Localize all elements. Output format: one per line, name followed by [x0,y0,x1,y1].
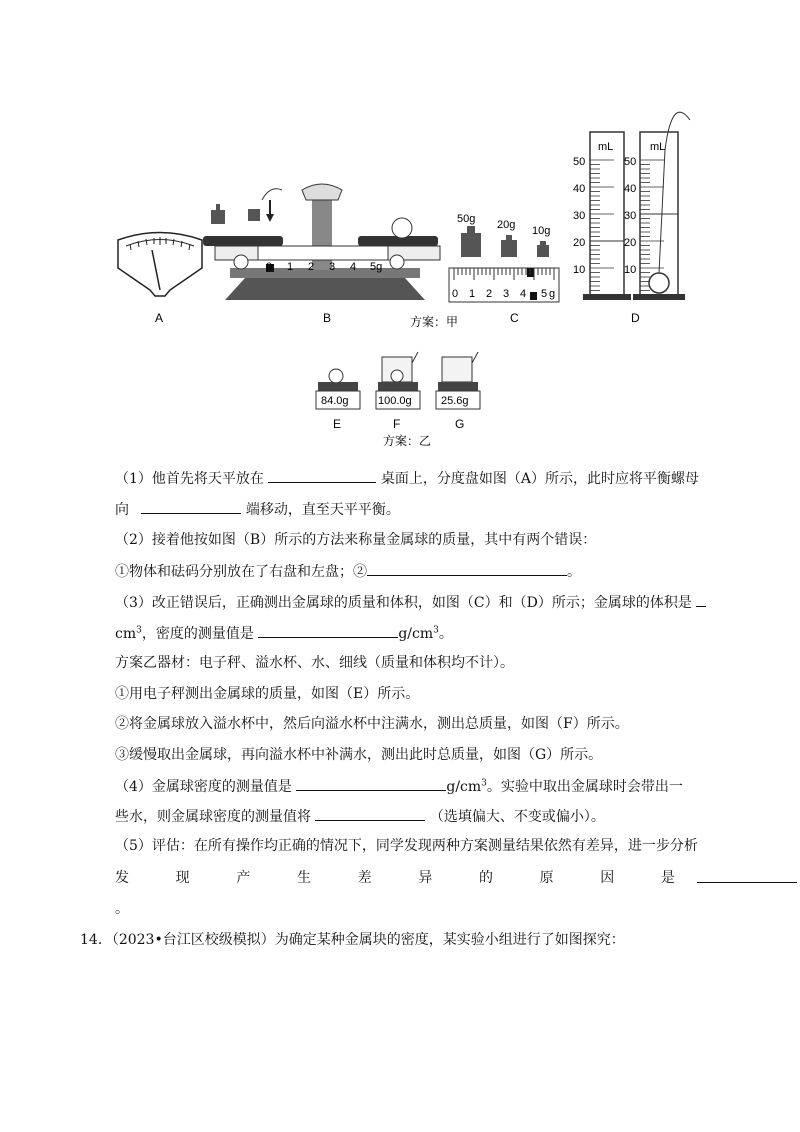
q1-text-c: 向 [115,502,129,518]
q5-char: 现 [175,870,190,886]
q5-char: 差 [357,870,372,886]
cyl-unit-2: mL [650,141,666,153]
question-5-line-1 [115,836,698,856]
q5-char: 因 [600,870,615,886]
yi-step-2-text: ②将金属球放入溢水杯中，然后向溢水杯中注满水，测出总质量，如图（F）所示。 [115,716,629,732]
q5-char: 生 [296,870,311,886]
question-14 [80,930,625,950]
balance-tick-4: 4 [350,261,357,273]
cyl1-tick-50: 50 [573,156,586,168]
fig-label-d: D [631,311,640,325]
q1-text-b: 桌面上，分度盘如图（A）所示，此时应将平衡螺母 [380,471,699,487]
q14-text: 14．（2023•台江区校级模拟）为确定某种金属块的密度，某实验小组进行了如图探究： [80,932,625,948]
cyl2-tick-40: 40 [624,183,637,195]
q5-char: 异 [418,870,433,886]
weight-10g: 10g [532,225,551,237]
fig-label-c: C [510,311,519,325]
question-4-line-2 [115,806,605,827]
cyl-unit-1: mL [598,141,614,153]
rider-tick-2: 2 [486,288,493,300]
q4-text-c: 。实验中取出金属球时会带出一 [486,779,683,795]
q3-text-c2: 。 [438,626,453,642]
cyl1-tick-40: 40 [573,183,586,195]
scheme-yi-label: 方案：乙 [383,434,432,448]
q3-text-b2: ，密度的测量值是 [141,626,254,642]
cyl2-tick-50: 50 [624,156,637,168]
fig-label-g: G [455,417,465,431]
yi-step-1-text: ①用电子秤测出金属球的质量，如图（E）所示。 [115,686,420,702]
q1-blank-2[interactable] [141,499,241,514]
q1-text-d: 端移动，直至天平平衡。 [245,502,400,518]
rider-tick-0: 0 [452,288,459,300]
balance-tick-2: 2 [308,261,315,273]
q5-blank[interactable] [697,868,797,883]
q2-text-b: ①物体和砝码分别放在了右盘和左盘；② [115,564,367,580]
scale-f-reading: 100.0g [378,395,412,407]
scale-e-reading: 84.0g [321,395,349,407]
q2-text-c: 。 [567,564,581,580]
q3-blank-2[interactable] [258,623,398,638]
scheme-yi-step-2 [115,714,629,734]
scheme-yi-intro [115,653,514,673]
experiment-figure [0,0,800,460]
rider-tick-3: 3 [503,288,510,300]
q1-blank-1[interactable] [268,468,376,483]
question-1-line-2 [115,499,400,520]
balance-tick-0: 0 [266,261,273,273]
rider-tick-unit: g [549,288,556,300]
question-2-line-2 [115,561,581,582]
rider-tick-5: 5 [541,288,548,300]
q2-blank[interactable] [367,561,567,576]
q5-char: 原 [539,870,554,886]
q5-text-a: （5）评估：在所有操作均正确的情况下，同学发现两种方案测量结果依然有差异，进一步分析 [115,838,698,854]
balance-tick-1: 1 [287,261,294,273]
question-1-line-1 [115,468,699,489]
question-4-line-1 [115,776,683,797]
weight-50g: 50g [457,213,476,225]
cyl1-tick-10: 10 [573,264,586,276]
fig-label-b: B [323,311,332,325]
cyl1-tick-20: 20 [573,237,586,249]
dial-scale-a [118,233,202,297]
q3-unit-cm: cm [115,626,137,642]
q3-sup-1: 3 [136,625,142,636]
q5-char: 发 [115,870,129,886]
q3-sup-2: 3 [433,625,439,636]
scale-g-reading: 25.6g [441,395,469,407]
question-2-line-1 [115,530,596,550]
q4-text-d: 些水，则金属球密度的测量值将 [115,809,311,825]
question-3-line-1 [115,592,706,613]
q4-unit-gcm: g/cm [446,779,482,795]
q3-blank-1[interactable] [696,592,706,607]
q4-text-a: （4）金属球密度的测量值是 [115,779,292,795]
q4-sup: 3 [481,778,487,789]
q4-text-e: （选填偏大、不变或偏小）。 [429,809,605,825]
fig-label-e: E [333,417,342,431]
balance-tick-5: 5g [370,261,383,273]
balance-tick-3: 3 [329,261,336,273]
fig-label-f: F [393,417,401,431]
scheme-jia-label: 方案：甲 [410,315,459,329]
q5-char: 是 [660,870,675,886]
rider-tick-1: 1 [469,288,476,300]
scheme-yi-step-3 [115,745,602,765]
cyl1-tick-30: 30 [573,210,586,222]
cyl2-tick-10: 10 [624,264,637,276]
q4-blank-1[interactable] [296,776,446,791]
scheme-yi-step-1 [115,684,419,704]
cyl2-tick-30: 30 [624,210,637,222]
fig-label-a: A [155,311,164,325]
q2-text-a: （2）接着他按如图（B）所示的方法来称量金属球的质量，其中有两个错误： [115,532,597,548]
q3-unit-gcm: g/cm [398,626,434,642]
question-5-line-2 [115,868,675,888]
yi-intro-text: 方案乙器材：电子秤、溢水杯、水、细线（质量和体积均不计）。 [115,655,514,671]
q5-end-text: 。 [115,901,129,917]
q1-text-a: （1）他首先将天平放在 [115,471,264,487]
yi-step-3-text: ③缓慢取出金属球，再向溢水杯中补满水，测出此时总质量，如图（G）所示。 [115,747,603,763]
q5-char: 产 [236,870,251,886]
rider-tick-4: 4 [520,288,527,300]
balance-b [203,184,440,300]
cyl2-tick-20: 20 [624,237,637,249]
q3-text-a: （3）改正错误后，正确测出金属球的质量和体积，如图（C）和（D）所示；金属球的体积是 [115,595,692,611]
question-5-end [115,899,129,919]
question-3-line-2 [115,623,453,644]
q5-char: 的 [478,870,493,886]
q4-blank-2[interactable] [315,806,425,821]
weight-20g: 20g [497,219,516,231]
